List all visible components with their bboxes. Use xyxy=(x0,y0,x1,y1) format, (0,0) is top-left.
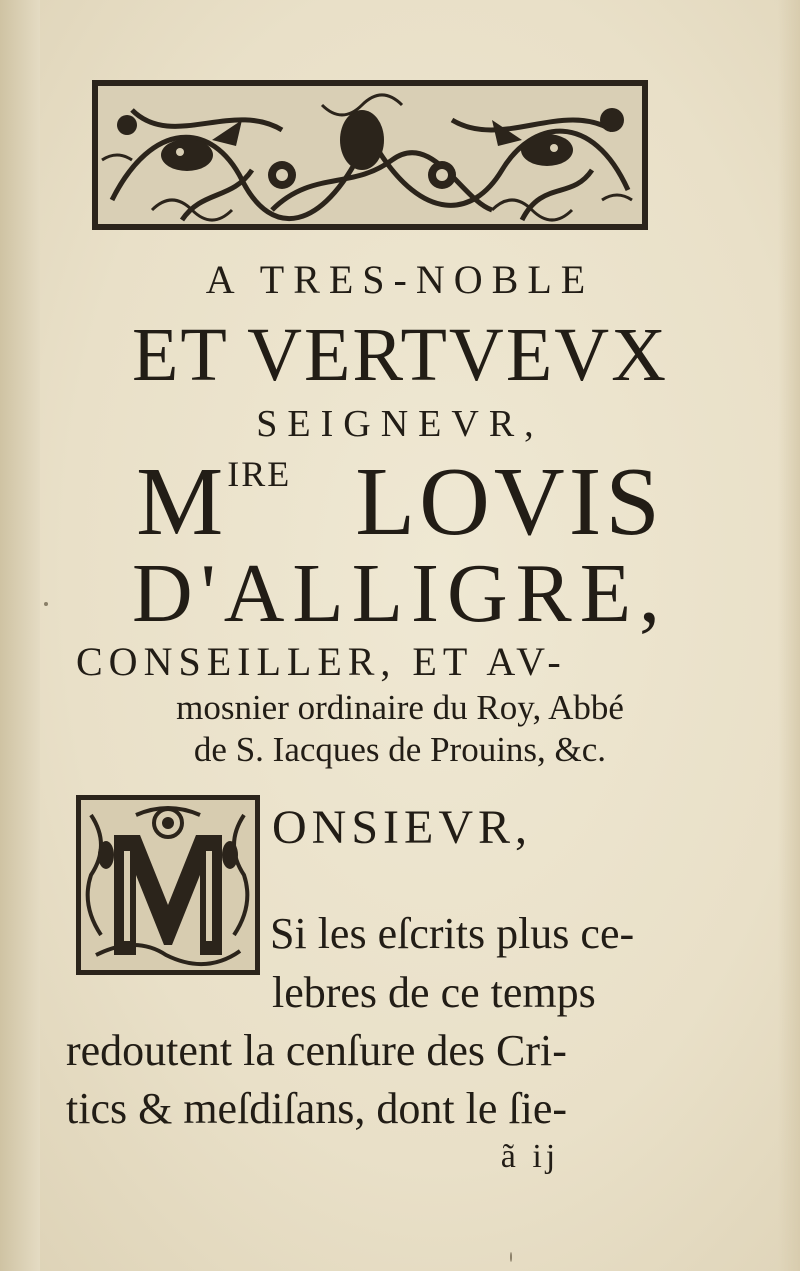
body-line-2: lebres de ce temps xyxy=(272,968,596,1017)
dedication-line-2: ET VERTVEVX xyxy=(131,313,669,397)
dedication-line-1: A TRES-NOBLE xyxy=(205,257,595,302)
dedication-line-3: SEIGNEVR, xyxy=(256,403,544,445)
dedicatee-name-line xyxy=(0,446,800,558)
office-line-3: de S. Iacques de Prouins, &c. xyxy=(193,730,607,769)
paper-speck xyxy=(44,602,48,606)
office-line-2: mosnier ordinaire du Roy, Abbé xyxy=(176,688,624,727)
title-superscript: IRE xyxy=(227,454,292,494)
office-line-1: CONSEILLER, ET AV- xyxy=(76,639,567,684)
decorated-initial-m xyxy=(76,795,260,975)
body-line-4: tics & meſdiſans, dont le ſie- xyxy=(66,1084,568,1133)
title-abbrev: M xyxy=(136,448,228,556)
salutation: ONSIEVR, xyxy=(272,801,533,854)
body-line-1: Si les eſcrits plus ce- xyxy=(270,909,635,958)
paper-speck xyxy=(510,1252,512,1262)
body-line-3: redoutent la cenſure des Cri- xyxy=(66,1026,567,1075)
first-name: LOVIS xyxy=(355,448,664,556)
signature-mark: ã ij xyxy=(500,1138,560,1175)
surname: D'ALLIGRE, xyxy=(131,547,669,640)
floral-headpiece-ornament xyxy=(92,80,648,230)
